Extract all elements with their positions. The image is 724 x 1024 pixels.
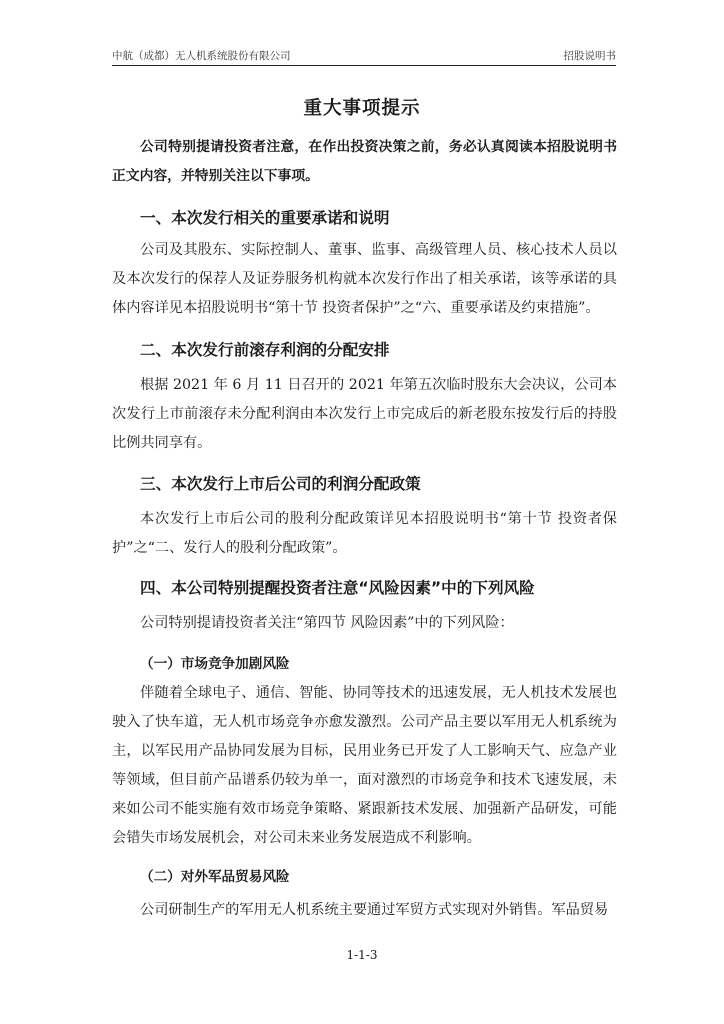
section-2-heading: 二、本次发行前滚存利润的分配安排: [140, 341, 390, 359]
intro-paragraph: 公司特别提请投资者注意，在作出投资决策之前，务必认真阅读本招股说明书正文内容，并特别关注以下事项。: [112, 139, 617, 184]
page-title: 重大事项提示: [303, 98, 421, 119]
section-1-body: 公司及其股东、实际控制人、董事、监事、高级管理人员、核心技术人员以及本次发行的保荐人及证券服务机构就本次发行作出了相关承诺，该等承诺的具体内容详见本招股说明书“第十节 投资者保护”之“六、重要承诺及约束措施”。: [112, 242, 617, 316]
header-company-name: 中航（成都）无人机系统股份有限公司: [112, 50, 291, 62]
subsection-2-heading: （二）对外军品贸易风险: [140, 869, 290, 885]
subsection-2-body: 公司研制生产的军用无人机系统主要通过军贸方式实现对外销售。军品贸易: [140, 902, 609, 918]
page-number: 1-1-3: [346, 948, 378, 962]
section-3-body: 本次发行上市后公司的股利分配政策详见本招股说明书“第十节 投资者保护”之“二、发行人的股利分配政策”。: [112, 511, 617, 556]
section-4-body: 公司特别提请投资者关注“第四节 风险因素”中的下列风险：: [140, 615, 514, 631]
section-2-body: 根据 2021 年 6 月 11 日召开的 2021 年第五次临时股东大会决议，公司本次发行上市前滚存未分配利润由本次发行上市完成后的新老股东按发行后的持股比例共同享有。: [112, 377, 617, 451]
header-rule: [112, 65, 616, 66]
subsection-1-body: 伴随着全球电子、通信、智能、协同等技术的迅速发展，无人机技术发展也驶入了快车道，无人机市场竞争亦愈发激烈。公司产品主要以军用无人机系统为主，以军民用产品协同发展为目标，民用业务已开发了人工影响天气、应急产业等领域，但目前产品谱系仍较为单一，面对激烈的市场竞争和技术飞速发展，未来如公司不能实施有效市场竞争策略、紧跟新技术发展、加强新产品研发，可能会错失市场发展机会，对公司未来业务发展造成不利影响。: [112, 685, 617, 846]
section-4-heading: 四、本公司特别提醒投资者注意“风险因素”中的下列风险: [140, 579, 535, 597]
subsection-1-heading: （一）市场竞争加剧风险: [140, 656, 290, 672]
section-1-heading: 一、本次发行相关的重要承诺和说明: [140, 209, 390, 227]
page-header: [112, 44, 616, 66]
section-3-heading: 三、本次发行上市后公司的利润分配政策: [140, 475, 421, 493]
header-document-type: 招股说明书: [563, 50, 616, 62]
